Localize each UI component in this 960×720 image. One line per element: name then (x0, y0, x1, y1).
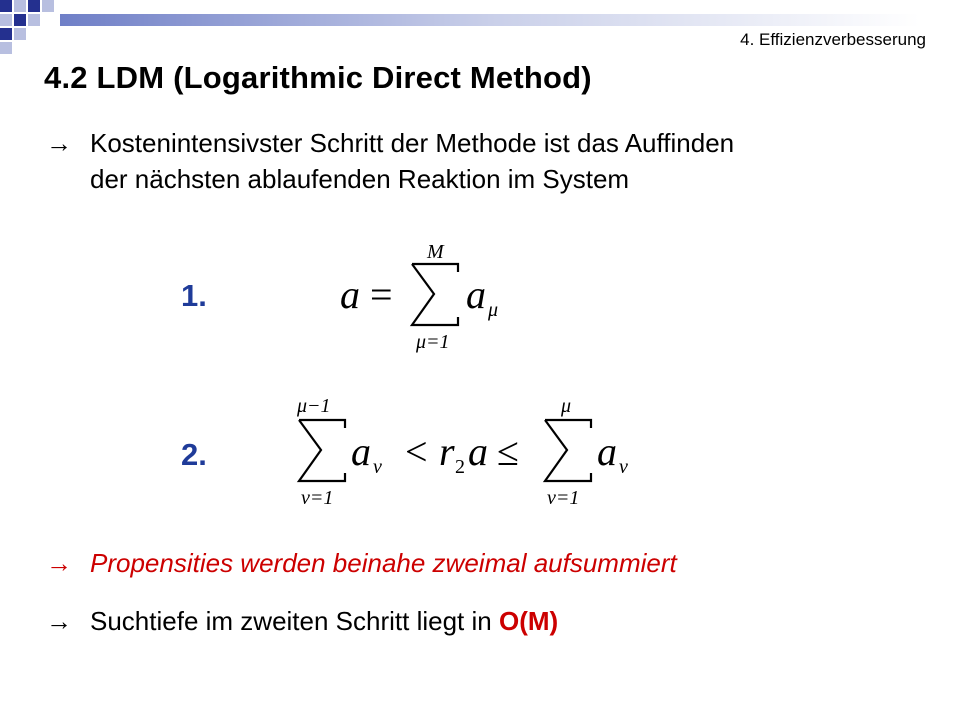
sum-symbol-icon (412, 264, 458, 325)
note-1 (46, 546, 677, 580)
formula-2-r: r (439, 429, 455, 474)
sum-symbol-icon (545, 420, 591, 481)
step-2-label: 2. (181, 437, 207, 472)
formula-2-upper-left: μ−1 (297, 395, 331, 417)
intro-text-2: der nächsten ablaufenden Reaktion im System (90, 164, 630, 194)
formula-2-less-equal: ≤ (497, 429, 519, 474)
sum-symbol-icon (299, 420, 345, 481)
formula-2-term-left: a (351, 429, 371, 474)
formula-1-term: a (466, 272, 486, 317)
formula-2-lower-right: ν=1 (547, 487, 580, 509)
intro-line-1 (46, 126, 734, 160)
section-label: 4. Effizienzverbesserung (740, 30, 926, 49)
complexity-highlight: O(M) (498, 606, 559, 636)
formula-1 (330, 228, 530, 358)
note-2-text: Suchtiefe im zweiten Schritt liegt in (90, 606, 492, 636)
arrow-icon: → (46, 548, 72, 578)
formula-1-sub: μ (488, 299, 499, 321)
formula-2-upper-right: μ (561, 395, 572, 417)
formula-2-term-right: a (597, 429, 617, 474)
arrow-icon: → (46, 606, 72, 636)
formula-2-a: a (468, 429, 488, 474)
formula-1-upper: M (427, 241, 444, 263)
intro-text-1: Kostenintensivster Schritt der Methode ist das Auffinden (90, 128, 735, 158)
formula-1-lower: μ=1 (416, 331, 450, 353)
formula-2-r-sub: 2 (455, 456, 465, 478)
formula-1-equals: = (370, 272, 393, 317)
formula-2-lower-left: ν=1 (301, 487, 334, 509)
step-1-label: 1. (181, 278, 207, 313)
arrow-icon: → (46, 128, 72, 158)
note-2 (46, 604, 558, 638)
formula-2-less-than: < (405, 429, 428, 474)
formula-2-sub-left: ν (373, 456, 382, 478)
note-1-text: Propensities werden beinahe zweimal aufsummiert (90, 548, 677, 578)
formula-2 (285, 390, 655, 515)
formula-1-lhs: a (340, 272, 360, 317)
formula-2-sub-right: ν (619, 456, 628, 478)
slide-title: 4.2 LDM (Logarithmic Direct Method) (44, 60, 592, 95)
